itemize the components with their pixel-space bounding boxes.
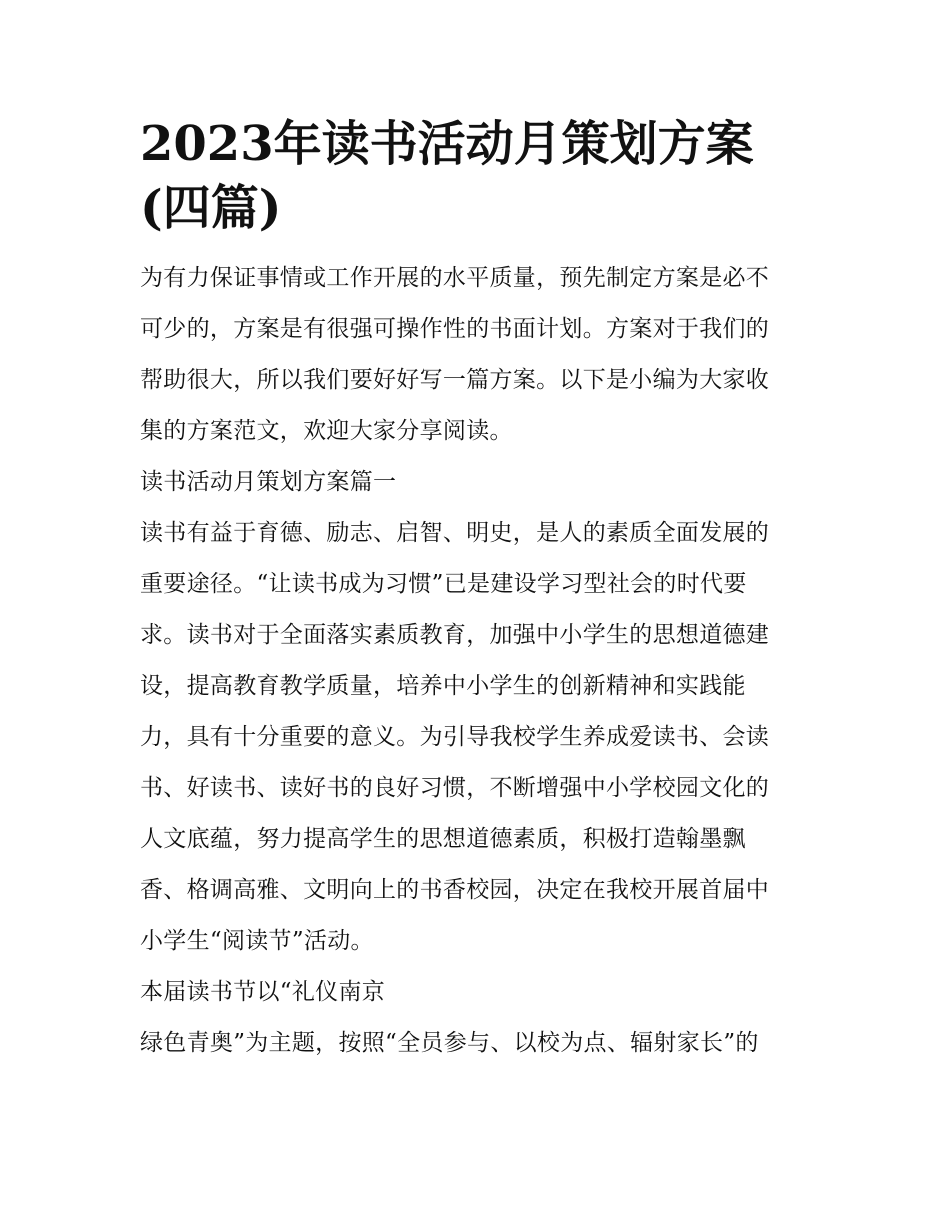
intro-paragraph [140, 253, 820, 457]
title-line-2: (四篇) [140, 180, 282, 236]
text-line: 可少的，方案是有很强可操作性的书面计划。方案对于我们的 [140, 316, 770, 342]
text-line: 绿色青奥”为主题，按照“全员参与、以校为点、辐射家长”的 [140, 1030, 759, 1056]
text-line: 为有力保证事情或工作开展的水平质量，预先制定方案是必不 [140, 265, 770, 291]
text-line: 读书活动月策划方案篇一 [140, 469, 397, 495]
body-paragraph [140, 1018, 820, 1069]
text-line: 设，提高教育教学质量，培养中小学生的创新精神和实践能 [140, 673, 746, 699]
document-body [140, 253, 820, 1069]
text-line: 帮助很大，所以我们要好好写一篇方案。以下是小编为大家收 [140, 367, 770, 393]
text-line: 集的方案范文，欢迎大家分享阅读。 [140, 418, 513, 444]
text-line: 人文底蕴，努力提高学生的思想道德素质，积极打造翰墨飘 [140, 826, 746, 852]
text-line: 重要途径。“让读书成为习惯”已是建设学习型社会的时代要 [140, 571, 747, 597]
body-paragraph [140, 967, 820, 1018]
text-line: 香、格调高雅、文明向上的书香校园，决定在我校开展首届中 [140, 877, 770, 903]
text-line: 书、好读书、读好书的良好习惯，不断增强中小学校园文化的 [140, 775, 770, 801]
title-line-1: 2023年读书活动月策划方案 [140, 116, 754, 172]
text-line: 力，具有十分重要的意义。为引导我校学生养成爱读书、会读 [140, 724, 770, 750]
document-page [140, 112, 820, 1069]
section-heading [140, 457, 820, 508]
text-line: 本届读书节以“礼仪南京 [140, 979, 386, 1005]
document-title [140, 112, 820, 240]
text-line: 小学生“阅读节”活动。 [140, 928, 374, 954]
text-line: 求。读书对于全面落实素质教育，加强中小学生的思想道德建 [140, 622, 770, 648]
body-paragraph [140, 508, 820, 967]
text-line: 读书有益于育德、励志、启智、明史，是人的素质全面发展的 [140, 520, 770, 546]
